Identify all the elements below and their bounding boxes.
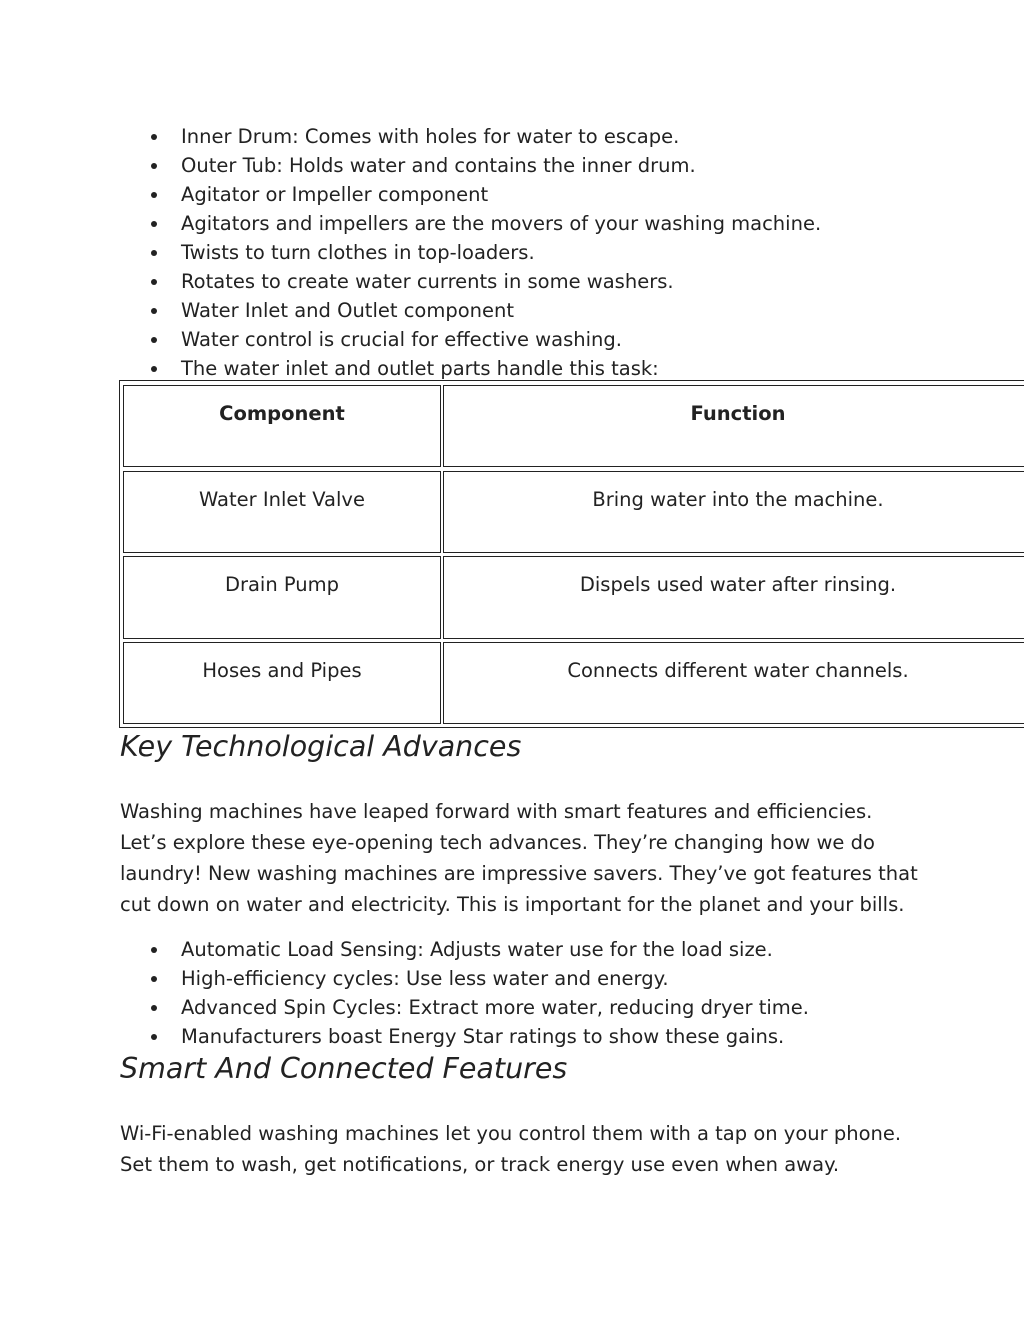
- list-item: [120, 935, 1020, 964]
- list-item: [120, 993, 1020, 1022]
- bullet-icon: [151, 366, 157, 372]
- bullet-icon: [151, 163, 157, 169]
- list-item: [120, 122, 1020, 151]
- list-item: [120, 267, 1020, 296]
- list-item-text: Automatic Load Sensing: Adjusts water use for the load size.: [181, 938, 773, 961]
- tech-bullet-list: [120, 935, 1020, 1051]
- list-item: [120, 209, 1020, 238]
- list-item: [120, 296, 1020, 325]
- bullet-icon: [151, 221, 157, 227]
- bullet-icon: [151, 1034, 157, 1040]
- list-item-text: High-efficiency cycles: Use less water and energy.: [181, 967, 669, 990]
- bullet-icon: [151, 250, 157, 256]
- list-item: [120, 325, 1020, 354]
- table-cell-function: Dispels used water after rinsing.: [443, 556, 1024, 639]
- table-cell-function: Connects different water channels.: [443, 642, 1024, 724]
- list-item-text: Advanced Spin Cycles: Extract more water, reducing dryer time.: [181, 996, 809, 1019]
- list-item-text: Water Inlet and Outlet component: [181, 299, 515, 322]
- bullet-icon: [151, 134, 157, 140]
- component-bullet-list: [120, 122, 1020, 383]
- list-item-text: Water control is crucial for effective washing.: [181, 328, 622, 351]
- bullet-icon: [151, 279, 157, 285]
- list-item-text: Manufacturers boast Energy Star ratings to show these gains.: [181, 1025, 785, 1048]
- table-cell-component: Hoses and Pipes: [123, 642, 441, 724]
- table-cell-function: Bring water into the machine.: [443, 471, 1024, 553]
- list-item: [120, 151, 1020, 180]
- list-item: [120, 354, 1020, 383]
- bullet-icon: [151, 1005, 157, 1011]
- table-header-component: Component: [123, 385, 441, 467]
- water-components-table: [119, 380, 1024, 728]
- list-item: [120, 238, 1020, 267]
- list-item: [120, 180, 1020, 209]
- list-item-text: Twists to turn clothes in top-loaders.: [181, 241, 535, 264]
- list-item: [120, 964, 1020, 993]
- list-item-text: Agitator or Impeller component: [181, 183, 489, 206]
- section-paragraph-tech: Washing machines have leaped forward with smart features and efficiencies. Let’s explore these eye-opening tech advances. They’re changing how we do laundry! New washing machines are impressive savers. They’ve got features that cut down on water and electricity. This is important for the planet and your bills.: [120, 800, 918, 916]
- bullet-icon: [151, 976, 157, 982]
- list-item-text: Outer Tub: Holds water and contains the inner drum.: [181, 154, 696, 177]
- list-item: [120, 1022, 1020, 1051]
- table-cell-component: Drain Pump: [123, 556, 441, 639]
- table-cell-component: Water Inlet Valve: [123, 471, 441, 553]
- section-heading-tech: Key Technological Advances: [120, 730, 522, 763]
- table-header-function: Function: [443, 385, 1024, 467]
- bullet-icon: [151, 337, 157, 343]
- list-item-text: Rotates to create water currents in some washers.: [181, 270, 674, 293]
- list-item-text: Inner Drum: Comes with holes for water to escape.: [181, 125, 680, 148]
- section-paragraph-smart: Wi-Fi-enabled washing machines let you control them with a tap on your phone. Set them to wash, get notifications, or track energy use even when away.: [120, 1122, 902, 1176]
- section-heading-smart: Smart And Connected Features: [120, 1052, 568, 1085]
- list-item-text: Agitators and impellers are the movers of your washing machine.: [181, 212, 822, 235]
- bullet-icon: [151, 192, 157, 198]
- list-item-text: The water inlet and outlet parts handle this task:: [181, 357, 659, 380]
- bullet-icon: [151, 947, 157, 953]
- bullet-icon: [151, 308, 157, 314]
